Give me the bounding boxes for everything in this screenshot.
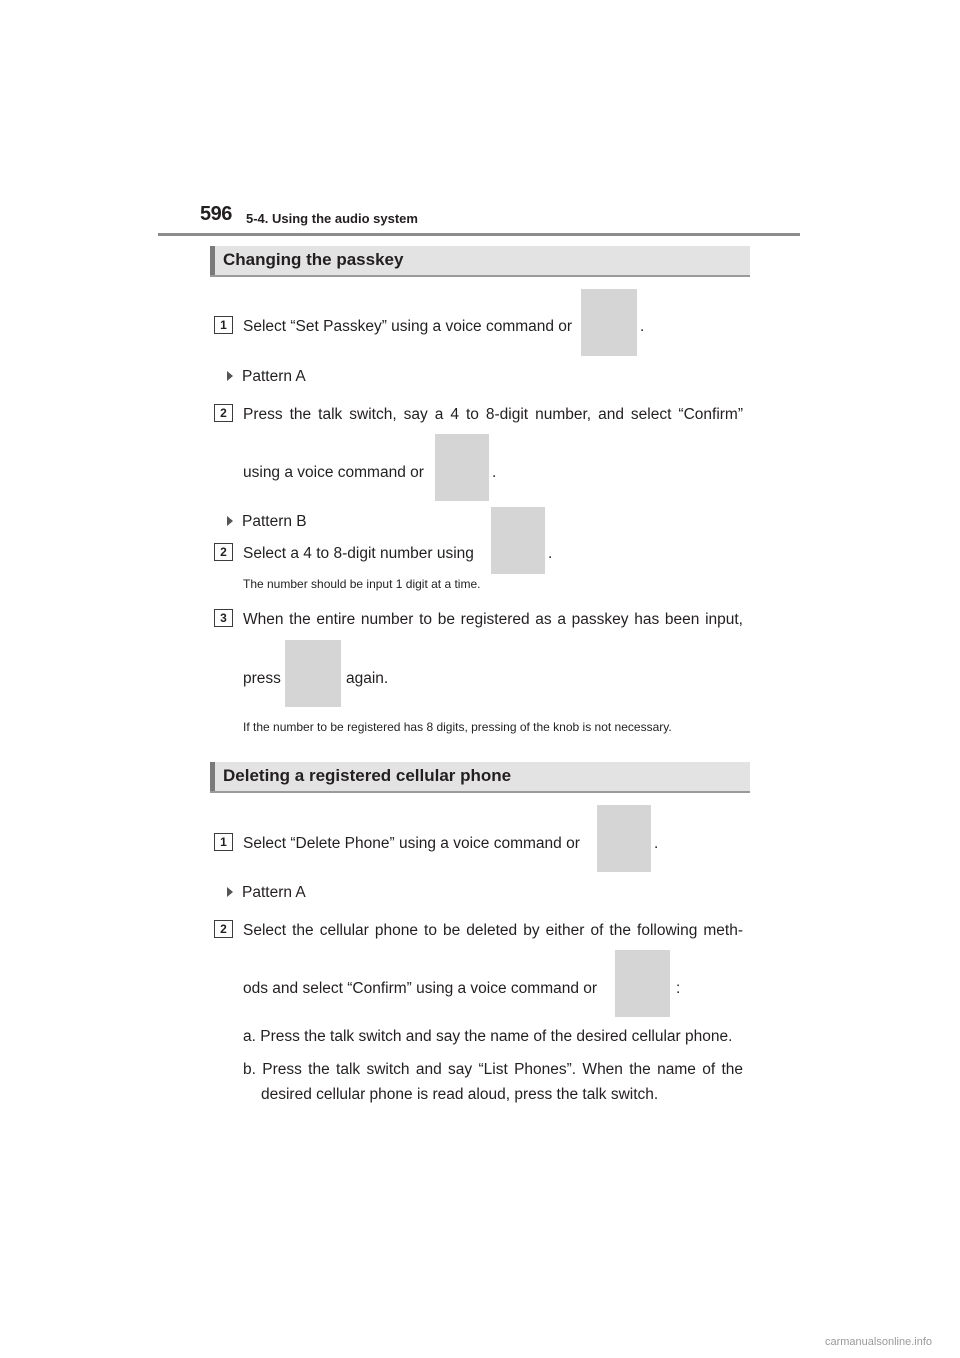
- step-text: press: [243, 670, 281, 687]
- pattern-label: Pattern B: [227, 513, 307, 531]
- step-text-end: .: [492, 464, 497, 481]
- watermark: carmanualsonline.info: [824, 1336, 932, 1348]
- step-number: 2: [214, 404, 233, 422]
- list-item-b-continued: desired cellular phone is read aloud, press the talk switch.: [261, 1086, 659, 1103]
- triangle-bullet-icon: [227, 887, 233, 897]
- triangle-bullet-icon: [227, 516, 233, 526]
- step-text-end: :: [676, 980, 681, 997]
- step-note: The number should be input 1 digit at a time.: [243, 577, 481, 591]
- section-title: Deleting a registered cellular phone: [223, 766, 512, 785]
- step-text-end: .: [654, 835, 659, 852]
- step-text-end: .: [548, 545, 553, 562]
- step-text: Select a 4 to 8-digit number using: [243, 545, 474, 562]
- section-header-changing-passkey: [210, 246, 750, 277]
- list-item-b: b. Press the talk switch and say “List Phones”. When the name of the: [243, 1061, 743, 1078]
- step-text: using a voice command or: [243, 464, 424, 481]
- control-button-image: [285, 640, 341, 707]
- step-text: Select the cellular phone to be deleted by either of the following meth-: [243, 922, 743, 939]
- section-title: Changing the passkey: [223, 250, 404, 269]
- step-number: 2: [214, 920, 233, 938]
- control-button-image: [435, 434, 489, 501]
- pattern-label: Pattern A: [227, 884, 306, 902]
- step-text-end: again.: [346, 670, 389, 687]
- triangle-bullet-icon: [227, 371, 233, 381]
- pattern-label: Pattern A: [227, 368, 306, 386]
- step-number: 3: [214, 609, 233, 627]
- step-number: 1: [214, 316, 233, 334]
- control-button-image: [597, 805, 651, 872]
- control-button-image: [615, 950, 670, 1017]
- section-accent: [210, 762, 215, 791]
- list-item-a: a. Press the talk switch and say the name of the desired cellular phone.: [243, 1028, 733, 1045]
- step-text: Select “Delete Phone” using a voice command or: [243, 835, 580, 852]
- control-button-image: [491, 507, 545, 574]
- control-button-image: [581, 289, 637, 356]
- step-number: 2: [214, 543, 233, 561]
- section-accent: [210, 246, 215, 275]
- step-text: ods and select “Confirm” using a voice command or: [243, 980, 598, 997]
- step-note: If the number to be registered has 8 digits, pressing of the knob is not necessary.: [243, 720, 672, 734]
- step-text: When the entire number to be registered as a passkey has been input,: [243, 611, 743, 628]
- step-text: Press the talk switch, say a 4 to 8-digit number, and select “Confirm”: [243, 406, 743, 423]
- chapter-title: 5-4. Using the audio system: [246, 211, 418, 226]
- page-number: 596: [200, 203, 232, 225]
- step-text-end: .: [640, 318, 645, 335]
- section-header-deleting-phone: [210, 762, 750, 793]
- step-number: 1: [214, 833, 233, 851]
- step-text: Select “Set Passkey” using a voice command or: [243, 318, 573, 335]
- header-rule: [158, 233, 800, 236]
